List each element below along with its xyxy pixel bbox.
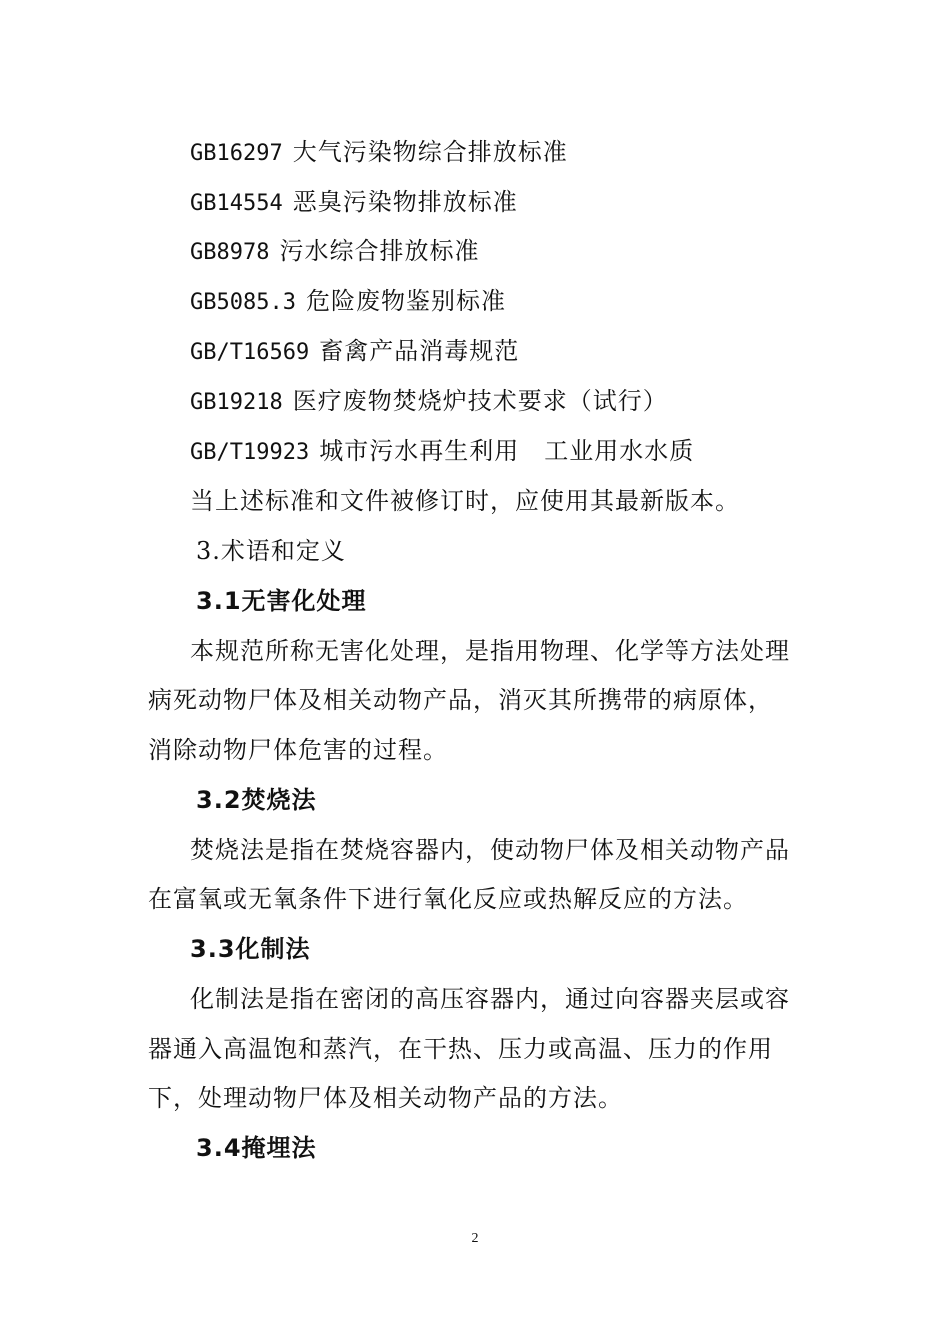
reference-title: 危险废物鉴别标准 bbox=[305, 287, 506, 315]
reference-code: GB/T16569 bbox=[190, 340, 310, 365]
reference-code: GB16297 bbox=[190, 141, 283, 166]
subsection-heading: 3.1无害化处理 bbox=[196, 587, 367, 615]
reference-item bbox=[190, 436, 694, 468]
revision-note: 当上述标准和文件被修订时，应使用其最新版本。 bbox=[190, 487, 740, 515]
paragraph-line: 下，处理动物尸体及相关动物产品的方法。 bbox=[148, 1084, 623, 1112]
subsection-heading: 3.4掩埋法 bbox=[196, 1134, 317, 1162]
section-title: 3.术语和定义 bbox=[196, 537, 346, 565]
reference-item bbox=[190, 386, 668, 418]
reference-code: GB19218 bbox=[190, 390, 283, 415]
reference-title: 医疗废物焚烧炉技术要求（试行） bbox=[292, 387, 668, 415]
reference-code: GB/T19923 bbox=[190, 440, 310, 465]
reference-item bbox=[190, 187, 518, 219]
reference-title: 污水综合排放标准 bbox=[279, 237, 480, 265]
paragraph-line: 病死动物尸体及相关动物产品，消灭其所携带的病原体， bbox=[148, 686, 773, 714]
paragraph-line: 化制法是指在密闭的高压容器内，通过向容器夹层或容 bbox=[190, 985, 790, 1013]
subsection-heading: 3.2焚烧法 bbox=[196, 786, 317, 814]
paragraph-line: 焚烧法是指在焚烧容器内，使动物尸体及相关动物产品 bbox=[190, 836, 790, 864]
page-number: 2 bbox=[471, 1231, 479, 1246]
paragraph-line: 在富氧或无氧条件下进行氧化反应或热解反应的方法。 bbox=[148, 885, 748, 913]
reference-title: 恶臭污染物排放标准 bbox=[292, 188, 518, 216]
reference-code: GB14554 bbox=[190, 191, 283, 216]
subsection-heading: 3.3化制法 bbox=[190, 935, 311, 963]
reference-item bbox=[190, 286, 506, 318]
reference-item bbox=[190, 336, 519, 368]
reference-code: GB8978 bbox=[190, 240, 270, 265]
reference-title: 大气污染物综合排放标准 bbox=[292, 138, 568, 166]
reference-item bbox=[190, 137, 568, 169]
paragraph-line: 消除动物尸体危害的过程。 bbox=[148, 736, 448, 764]
reference-item bbox=[190, 236, 479, 268]
reference-code: GB5085.3 bbox=[190, 290, 296, 315]
paragraph-line: 器通入高温饱和蒸汽，在干热、压力或高温、压力的作用 bbox=[148, 1035, 773, 1063]
reference-title: 畜禽产品消毒规范 bbox=[319, 337, 520, 365]
paragraph-line: 本规范所称无害化处理，是指用物理、化学等方法处理 bbox=[190, 637, 790, 665]
reference-title: 城市污水再生利用 工业用水水质 bbox=[319, 437, 695, 465]
